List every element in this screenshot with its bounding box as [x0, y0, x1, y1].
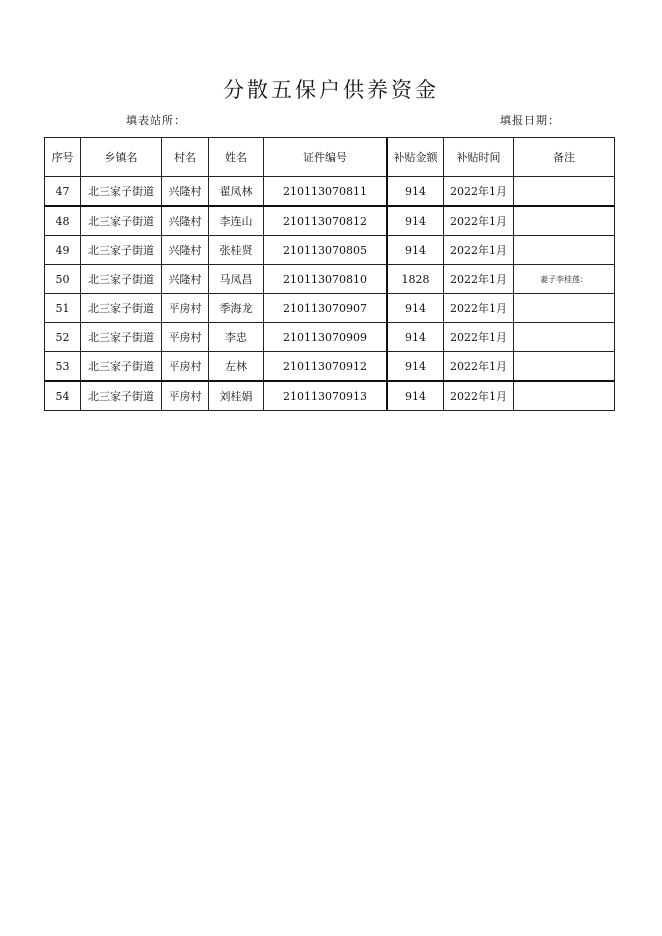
cell-remark	[514, 236, 615, 265]
cell-id: 210113070913	[264, 381, 388, 411]
table-row	[45, 265, 615, 294]
cell-amount: 914	[387, 352, 444, 382]
cell-village: 平房村	[162, 323, 209, 352]
cell-town: 北三家子街道	[81, 381, 162, 411]
subsidy-table	[44, 137, 615, 411]
cell-town: 北三家子街道	[81, 177, 162, 207]
cell-id: 210113070810	[264, 265, 388, 294]
cell-name: 张桂贤	[209, 236, 264, 265]
fill-station-label: 填表站所：	[126, 114, 186, 127]
header-name: 姓名	[209, 138, 264, 177]
cell-village: 兴隆村	[162, 177, 209, 207]
cell-seq: 48	[45, 206, 81, 236]
cell-amount: 914	[387, 236, 444, 265]
cell-name: 马凤昌	[209, 265, 264, 294]
cell-time: 2022年1月	[444, 352, 514, 382]
cell-seq: 51	[45, 294, 81, 323]
cell-time: 2022年1月	[444, 294, 514, 323]
cell-id: 210113070912	[264, 352, 388, 382]
cell-remark	[514, 177, 615, 207]
cell-village: 平房村	[162, 352, 209, 382]
cell-village: 平房村	[162, 294, 209, 323]
cell-time: 2022年1月	[444, 177, 514, 207]
cell-name: 李连山	[209, 206, 264, 236]
table-row	[45, 177, 615, 207]
table-row	[45, 352, 615, 382]
header-seq: 序号	[45, 138, 81, 177]
header-village: 村名	[162, 138, 209, 177]
cell-amount: 914	[387, 206, 444, 236]
cell-remark	[514, 352, 615, 382]
cell-seq: 54	[45, 381, 81, 411]
cell-town: 北三家子街道	[81, 323, 162, 352]
cell-time: 2022年1月	[444, 206, 514, 236]
cell-name: 刘桂娟	[209, 381, 264, 411]
table-row	[45, 294, 615, 323]
cell-seq: 53	[45, 352, 81, 382]
cell-time: 2022年1月	[444, 265, 514, 294]
cell-seq: 52	[45, 323, 81, 352]
header-town: 乡镇名	[81, 138, 162, 177]
cell-seq: 49	[45, 236, 81, 265]
cell-town: 北三家子街道	[81, 265, 162, 294]
cell-name: 季海龙	[209, 294, 264, 323]
cell-remark	[514, 381, 615, 411]
document-title: 分散五保户供养资金	[223, 78, 439, 102]
table-row	[45, 206, 615, 236]
fill-date-label: 填报日期：	[500, 114, 560, 127]
cell-amount: 914	[387, 323, 444, 352]
cell-name: 李忠	[209, 323, 264, 352]
cell-id: 210113070907	[264, 294, 388, 323]
cell-seq: 50	[45, 265, 81, 294]
cell-village: 兴隆村	[162, 236, 209, 265]
cell-amount: 914	[387, 177, 444, 207]
table-row	[45, 236, 615, 265]
table-header-row	[45, 138, 615, 177]
cell-time: 2022年1月	[444, 236, 514, 265]
cell-village: 兴隆村	[162, 265, 209, 294]
cell-amount: 1828	[387, 265, 444, 294]
cell-name: 左林	[209, 352, 264, 382]
cell-remark	[514, 206, 615, 236]
cell-village: 平房村	[162, 381, 209, 411]
cell-remark	[514, 323, 615, 352]
cell-time: 2022年1月	[444, 381, 514, 411]
header-amount: 补贴金额	[387, 138, 444, 177]
cell-id: 210113070909	[264, 323, 388, 352]
cell-seq: 47	[45, 177, 81, 207]
cell-remark	[514, 294, 615, 323]
table-row	[45, 381, 615, 411]
cell-id: 210113070811	[264, 177, 388, 207]
cell-id: 210113070812	[264, 206, 388, 236]
cell-town: 北三家子街道	[81, 206, 162, 236]
header-id: 证件编号	[264, 138, 388, 177]
cell-remark: 妻子李桂莲：	[514, 265, 615, 294]
cell-amount: 914	[387, 294, 444, 323]
table-row	[45, 323, 615, 352]
cell-time: 2022年1月	[444, 323, 514, 352]
cell-village: 兴隆村	[162, 206, 209, 236]
cell-town: 北三家子街道	[81, 352, 162, 382]
cell-town: 北三家子街道	[81, 294, 162, 323]
header-remark: 备注	[514, 138, 615, 177]
cell-id: 210113070805	[264, 236, 388, 265]
cell-town: 北三家子街道	[81, 236, 162, 265]
cell-name: 翟凤林	[209, 177, 264, 207]
header-time: 补贴时间	[444, 138, 514, 177]
cell-amount: 914	[387, 381, 444, 411]
